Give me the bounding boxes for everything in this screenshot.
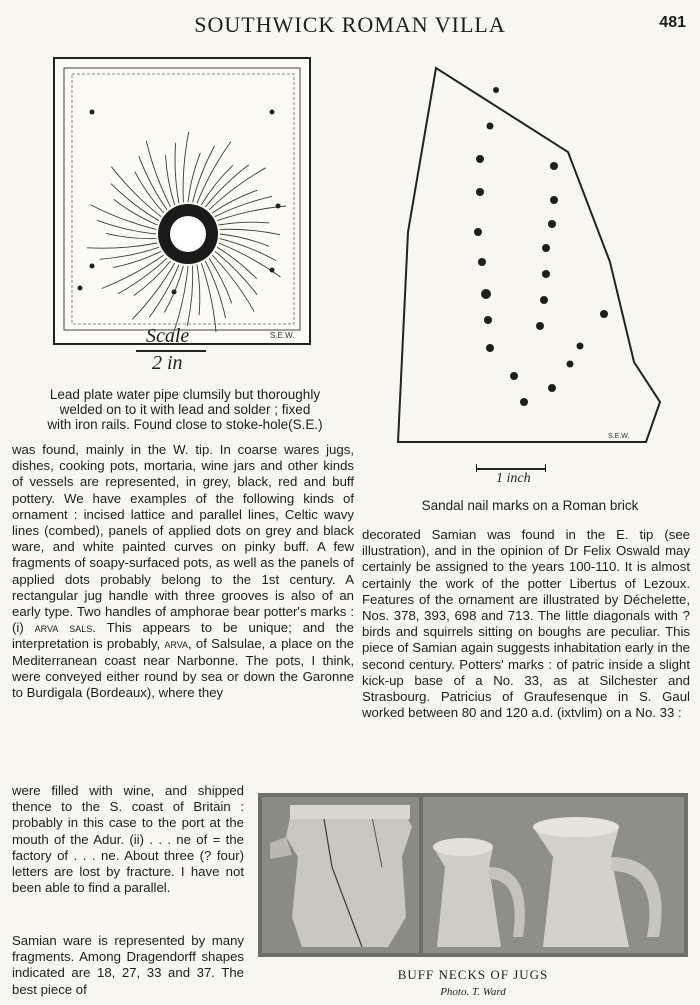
scale-value: 2 in	[152, 352, 183, 374]
paragraph: was found, mainly in the W. tip. In coarse wares jugs, dishes, cooking pots, mortaria, wine jars and other kinds of vessels are represented, in grey, black, red and buff pottery. We have examples of the following kinds of ornament : incised lattice and parallel lines, Celtic wavy lines (combed), panels of applied dots on grey and black ware, and white painted curves on pinky buff. A few fragments of soapy-surfaced pots, as well as the panels of applied dots probably belong to the 1st century. A rectangular jug handle with three grooves is also of an early type. Two handles of amphorae bear potter's marks : (i) arva sals. This appears to be unique; and the interpretation is probably, arva, of Salsulae, a place on the Mediterranean coast near Narbonne. The pots, I think, were conveyed either round by sea or down the Garonne to Burdigala (Bordeaux), where they	[12, 442, 354, 701]
photo-panel-right	[423, 797, 684, 953]
scale-bar	[476, 468, 546, 470]
scale-tick-right	[545, 464, 546, 472]
scale-label: Scale	[146, 325, 190, 347]
photo-panel-left	[262, 797, 419, 953]
photo-caption: BUFF NECKS OF JUGS	[397, 967, 549, 982]
jug-necks-image	[423, 797, 684, 953]
left-column-samian	[12, 933, 244, 998]
lead-plate-caption	[20, 387, 350, 432]
paragraph: were filled with wine, and shipped thence to the S. coast of Britain : probably in this case to the port at the mouth of the Adur. (ii) . . . ne of = the factory of . . . ne. About three (? four) letters are lost by fracture. I have not been able to find a parallel.	[12, 783, 244, 896]
drawing-initials: S.E.W.	[270, 331, 295, 340]
left-column-text-continued	[12, 783, 244, 896]
right-column-text	[362, 527, 690, 721]
photo-credit: Photo. T. Ward	[440, 986, 506, 998]
brick-figure	[388, 62, 668, 452]
left-column-text	[12, 442, 354, 701]
scale-tick-left	[476, 464, 477, 472]
brick-caption: Sandal nail marks on a Roman brick	[421, 498, 639, 513]
running-title: SOUTHWICK ROMAN VILLA	[194, 12, 506, 37]
caption-line: Lead plate water pipe clumsily but thoroughly	[49, 387, 321, 402]
drawing-initials: S.E.W.	[608, 433, 630, 440]
paragraph: decorated Samian was found in the E. tip (see illustration), and in the opinion of Dr Felix Oswald may certainly be assigned to the years 100-110. It is almost certainly the work of the potter Libertus of Lezoux. Features of the ornament are illustrated by Déchelette, Nos. 378, 393, 698 and 713. The little diagonals with ? birds and squirrels sitting on boughs are peculiar. This piece of Samian again suggests inhabitation early in the second century. Potters' marks : of patric inside a slight kick-up base of a No. 33, as at Silchester and Strasbourg. Patricius of Graufesenque in S. Gaul worked between 80 and 120 a.d. (ixtvlim) on a No. 33 :	[362, 527, 690, 721]
scale-value: 1 inch	[496, 471, 531, 486]
page-header	[0, 8, 700, 38]
brick-drawing	[388, 62, 668, 452]
jug-photograph	[258, 793, 688, 957]
caption-line: welded on to it with lead and solder ; fixed	[59, 402, 311, 417]
paragraph: Samian ware is represented by many fragments. Among Dragendorff shapes indicated are 18, 27, 33 and 37. The best piece of	[12, 933, 244, 997]
jug-fragment-image	[262, 797, 419, 953]
caption-line: with iron rails. Found close to stoke-hole(S.E.)	[47, 417, 323, 432]
page-number: 481	[659, 14, 686, 31]
